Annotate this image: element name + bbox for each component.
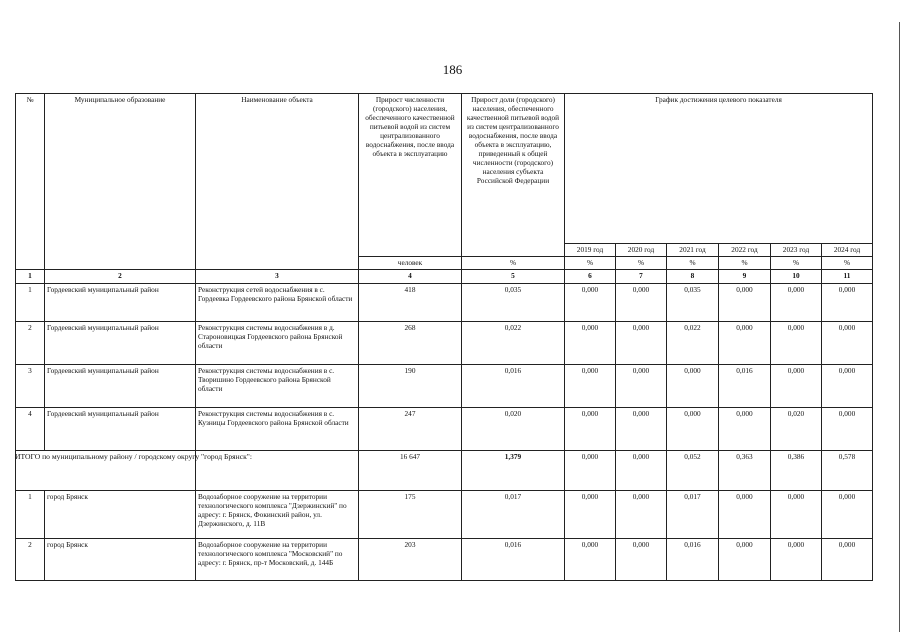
row-year-value: 0,000 [771,539,822,581]
header-municipality: Муниципальное образование [45,94,196,270]
row-year-value: 0,000 [616,284,667,322]
row-people: 175 [359,491,462,539]
row-year-value: 0,000 [822,491,873,539]
total-share: 1,379 [462,451,565,491]
row-year-value: 0,000 [616,491,667,539]
column-number: 9 [719,270,771,284]
row-year-value: 0,000 [822,284,873,322]
row-object: Реконструкция системы водоснабжения в с. Кузницы Гордеевского района Брянской области [196,408,359,451]
column-number: 3 [196,270,359,284]
row-year-value: 0,000 [667,365,719,408]
row-share: 0,017 [462,491,565,539]
unit-percent: % [616,257,667,270]
total-label [15,451,252,491]
column-number: 5 [462,270,565,284]
table-row [16,284,873,322]
table-row [16,365,873,408]
total-year-value: 0,000 [616,451,667,491]
header-share-growth: Прирост доли (городского) населения, обеспеченного качественной питьевой водой из систем централизованного водоснабжения, после ввода объекта в эксплуатацию, приведенный к общей численности (городского) населения субъекта Российской Федерации [462,94,565,257]
row-people: 247 [359,408,462,451]
row-year-value: 0,000 [719,284,771,322]
row-share: 0,022 [462,322,565,365]
row-year-value: 0,000 [719,491,771,539]
column-number: 1 [16,270,45,284]
row-year-value: 0,000 [565,491,616,539]
total-row [16,451,873,491]
row-year-value: 0,000 [822,539,873,581]
column-number: 10 [771,270,822,284]
target-indicator-table [15,93,873,581]
row-people: 190 [359,365,462,408]
row-year-value: 0,000 [616,408,667,451]
row-year-value: 0,000 [667,408,719,451]
row-share: 0,020 [462,408,565,451]
row-people: 203 [359,539,462,581]
header-year: 2023 год [771,244,822,257]
row-year-value: 0,000 [771,365,822,408]
row-num: 4 [16,408,45,451]
total-year-value: 0,052 [667,451,719,491]
unit-people: человек [359,257,462,270]
row-share: 0,016 [462,365,565,408]
total-year-value: 0,578 [822,451,873,491]
row-year-value: 0,000 [822,365,873,408]
row-year-value: 0,000 [565,539,616,581]
table-row [16,408,873,451]
row-num: 1 [16,491,45,539]
row-year-value: 0,000 [565,365,616,408]
table-row [16,322,873,365]
row-year-value: 0,000 [616,539,667,581]
row-year-value: 0,000 [822,322,873,365]
row-num: 3 [16,365,45,408]
row-object: Водозаборное сооружение на территории технологического комплекса "Дзержинский" по адресу: г. Брянск, Фокинский район, ул. Дзержинского, д. 11В [196,491,359,539]
row-people: 268 [359,322,462,365]
header-population-growth: Прирост численности (городского) населения, обеспеченного качественной питьевой водой из систем централизованного водоснабжения, после ввода объекта в эксплуатацию [359,94,462,257]
row-num: 2 [16,322,45,365]
row-year-value: 0,000 [771,284,822,322]
column-numbers-row [16,270,873,284]
row-municipality: Гордеевский муниципальный район [45,322,196,365]
table-row [16,491,873,539]
row-year-value: 0,000 [771,491,822,539]
row-people: 418 [359,284,462,322]
column-number: 4 [359,270,462,284]
unit-percent: % [667,257,719,270]
row-year-value: 0,017 [667,491,719,539]
row-year-value: 0,035 [667,284,719,322]
header-year: 2020 год [616,244,667,257]
column-number: 2 [45,270,196,284]
row-year-value: 0,016 [719,365,771,408]
row-object: Реконструкция системы водоснабжения в д. Староновицкая Гордеевского района Брянской области [196,322,359,365]
row-share: 0,035 [462,284,565,322]
column-number: 8 [667,270,719,284]
header-year: 2019 год [565,244,616,257]
unit-percent: % [822,257,873,270]
row-year-value: 0,022 [667,322,719,365]
header-year: 2021 год [667,244,719,257]
table-row [16,539,873,581]
row-municipality: город Брянск [45,491,196,539]
row-year-value: 0,000 [565,284,616,322]
unit-percent: % [719,257,771,270]
row-year-value: 0,000 [565,322,616,365]
row-year-value: 0,000 [719,539,771,581]
row-num: 2 [16,539,45,581]
row-municipality: Гордеевский муниципальный район [45,365,196,408]
row-year-value: 0,016 [667,539,719,581]
row-object: Водозаборное сооружение на территории технологического комплекса "Московский" по адресу: г. Брянск, пр-т Московский, д. 144Б [196,539,359,581]
row-object: Реконструкция системы водоснабжения в с. Творишино Гордеевского района Брянской области [196,365,359,408]
column-number: 6 [565,270,616,284]
row-municipality: город Брянск [45,539,196,581]
total-year-value: 0,363 [719,451,771,491]
header-year: 2022 год [719,244,771,257]
row-year-value: 0,000 [719,408,771,451]
row-year-value: 0,000 [719,322,771,365]
header-row [16,94,873,244]
total-label-text: ИТОГО по муниципальному району / городскому округу "город Брянск": [15,452,252,461]
row-year-value: 0,000 [616,322,667,365]
row-object: Реконструкция сетей водоснабжения в с. Гордеевка Гордеевского района Брянской области [196,284,359,322]
row-municipality: Гордеевский муниципальный район [45,408,196,451]
header-num: № [16,94,45,270]
row-year-value: 0,000 [565,408,616,451]
page-edge-line [899,22,901,632]
unit-percent: % [771,257,822,270]
column-number: 11 [822,270,873,284]
total-people: 16 647 [359,451,462,491]
row-year-value: 0,000 [616,365,667,408]
row-year-value: 0,000 [771,322,822,365]
row-share: 0,016 [462,539,565,581]
total-year-value: 0,000 [565,451,616,491]
unit-percent: % [462,257,565,270]
row-municipality: Гордеевский муниципальный район [45,284,196,322]
header-year: 2024 год [822,244,873,257]
row-year-value: 0,000 [822,408,873,451]
row-num: 1 [16,284,45,322]
header-object: Наименование объекта [196,94,359,270]
row-year-value: 0,020 [771,408,822,451]
column-number: 7 [616,270,667,284]
total-year-value: 0,386 [771,451,822,491]
unit-percent: % [565,257,616,270]
page-number: 186 [442,62,463,77]
header-schedule: График достижения целевого показателя [565,94,873,244]
